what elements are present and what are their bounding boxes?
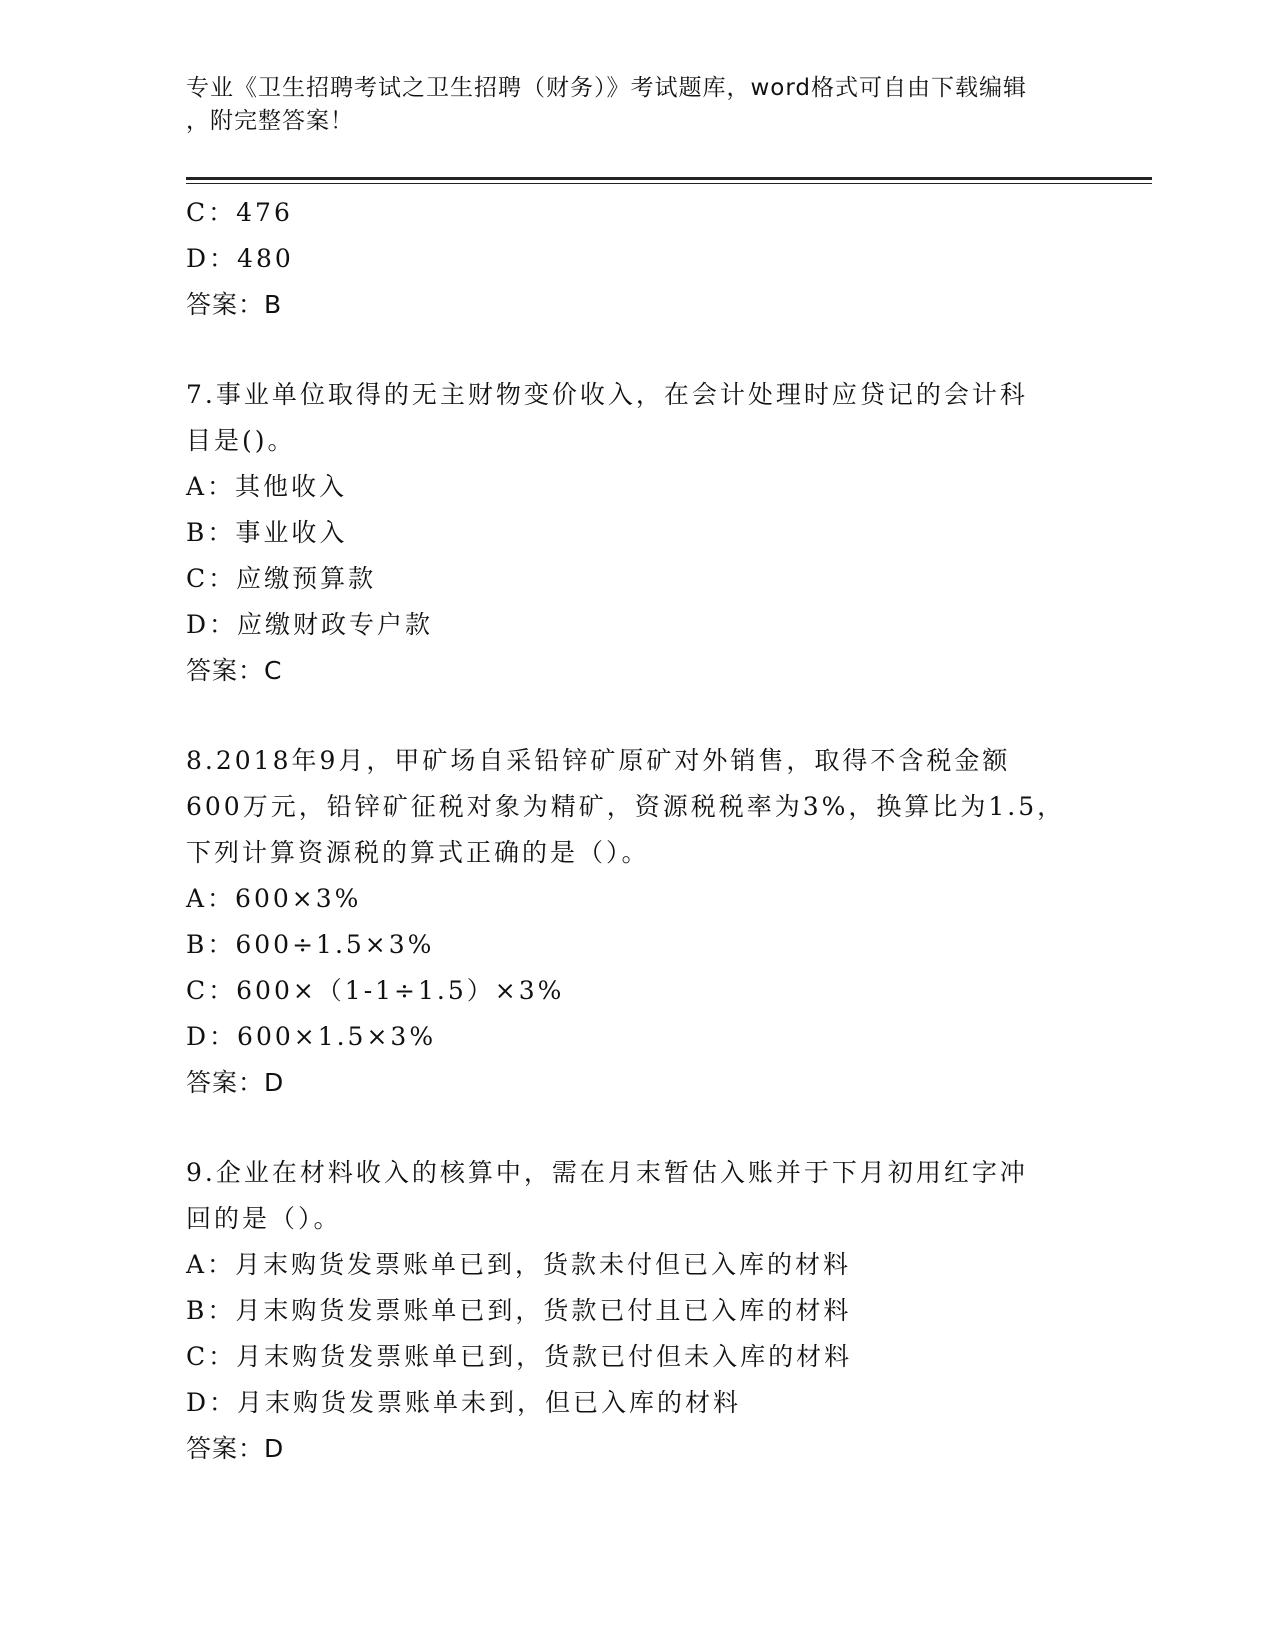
q9-option-b: B：月末购货发票账单已到，货款已付且已入库的材料 [186, 1296, 852, 1325]
header-divider-thin [186, 183, 1152, 184]
q9-option-d: D：月末购货发票账单未到，但已入库的材料 [186, 1388, 742, 1417]
q7-option-c: C：应缴预算款 [186, 564, 377, 593]
q8-stem-line-3: 下列计算资源税的算式正确的是（）。 [186, 838, 650, 867]
document-body [186, 190, 1066, 1472]
q6-answer: 答案：B [186, 290, 283, 319]
q7-option-a: A：其他收入 [186, 472, 348, 501]
question-7 [186, 372, 1066, 694]
header-line-1: 专业《卫生招聘考试之卫生招聘（财务）》考试题库，word格式可自由下载编辑 [186, 75, 1028, 101]
question-9 [186, 1150, 1066, 1472]
q8-stem-line-2: 600万元，铅锌矿征税对象为精矿，资源税税率为3%，换算比为1.5， [186, 792, 1066, 821]
q6-option-d: D：480 [186, 244, 294, 273]
q8-answer: 答案：D [186, 1068, 285, 1097]
document-header [186, 72, 1066, 138]
q9-answer: 答案：D [186, 1434, 285, 1463]
q8-stem-line-1: 8.2018年9月，甲矿场自采铅锌矿原矿对外销售，取得不含税金额 [186, 746, 1011, 775]
q8-option-a: A：600×3% [186, 884, 362, 913]
q7-stem-line-2: 目是()。 [186, 426, 296, 455]
q9-stem-line-1: 9.企业在材料收入的核算中，需在月末暂估入账并于下月初用红字冲 [186, 1158, 1028, 1187]
q9-option-c: C：月末购货发票账单已到，货款已付但未入库的材料 [186, 1342, 853, 1371]
q7-option-d: D：应缴财政专户款 [186, 610, 434, 639]
header-divider-thick [186, 177, 1152, 180]
q7-answer: 答案：C [186, 656, 283, 685]
header-line-2: ，附完整答案！ [186, 108, 354, 134]
question-8 [186, 738, 1066, 1106]
q7-option-b: B：事业收入 [186, 518, 348, 547]
q8-option-c: C：600×（1-1÷1.5）×3% [186, 976, 565, 1005]
question-6-tail [186, 190, 1066, 328]
q8-option-b: B：600÷1.5×3% [186, 930, 435, 959]
q7-stem-line-1: 7.事业单位取得的无主财物变价收入，在会计处理时应贷记的会计科 [186, 380, 1028, 409]
q8-option-d: D：600×1.5×3% [186, 1022, 437, 1051]
q9-stem-line-2: 回的是（）。 [186, 1204, 342, 1233]
q9-option-a: A：月末购货发票账单已到，货款未付但已入库的材料 [186, 1250, 852, 1279]
q6-option-c: C：476 [186, 198, 293, 227]
